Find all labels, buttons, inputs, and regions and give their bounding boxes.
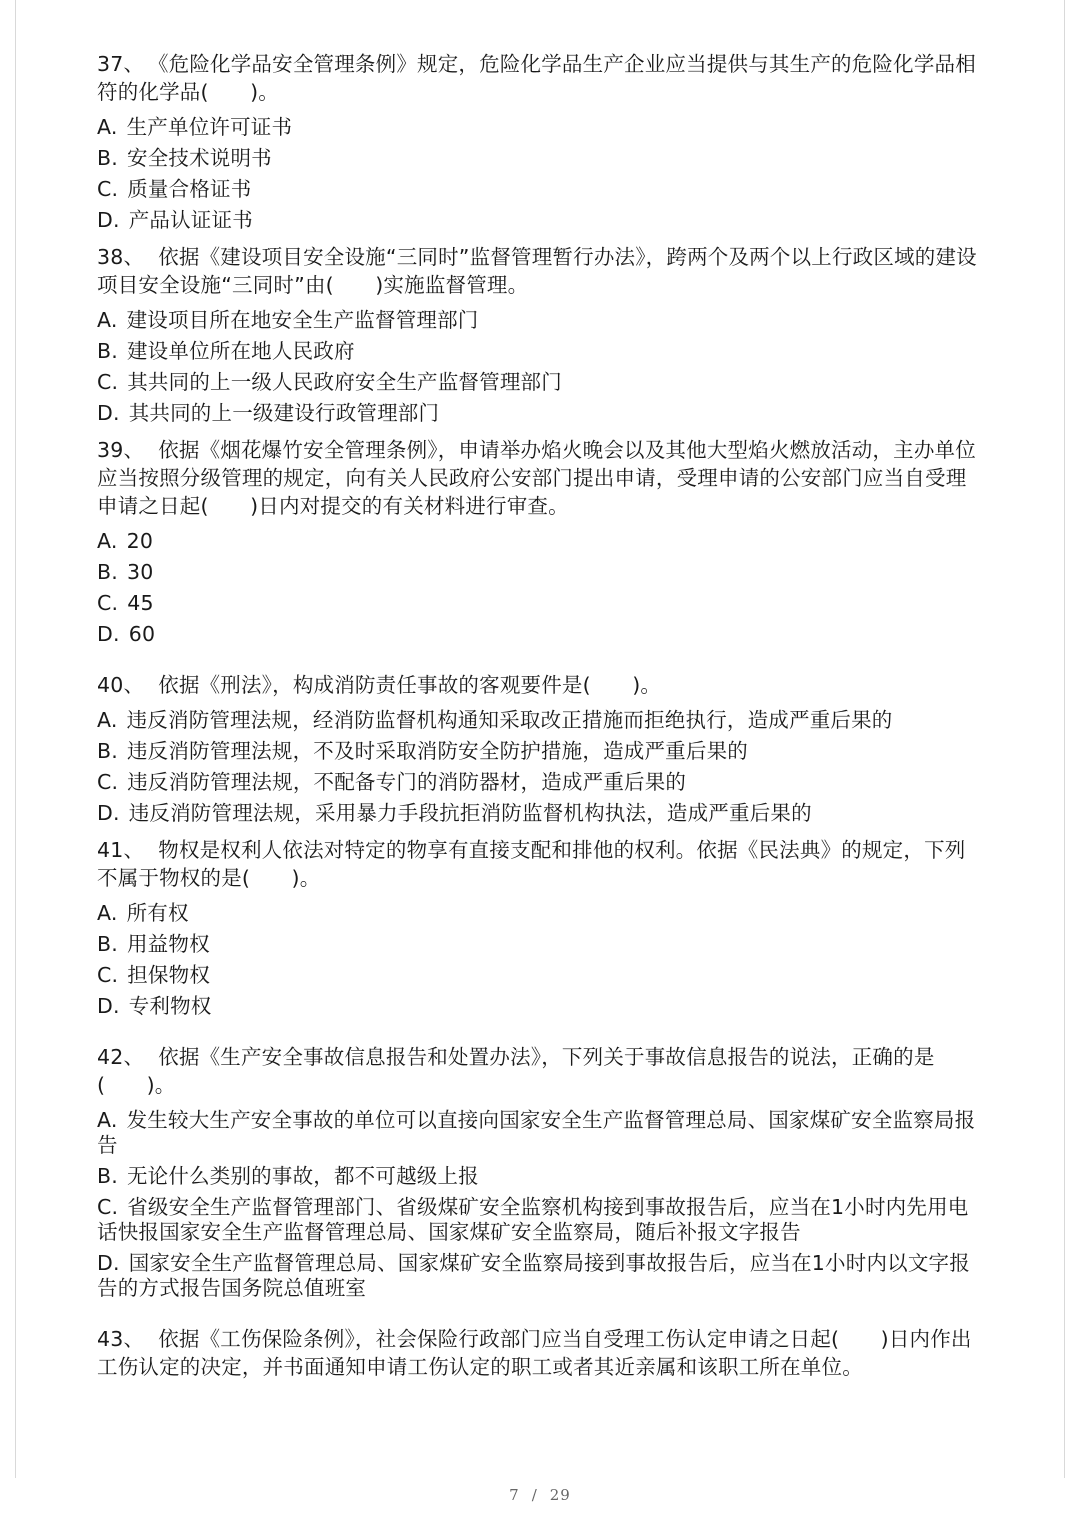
question-text: 依据《生产安全事故信息报告和处置办法》，下列关于事故信息报告的说法，正确的是( )。 — [97, 1045, 935, 1097]
question-39 — [97, 436, 979, 671]
question-37 — [97, 50, 979, 243]
total-pages: 29 — [549, 1486, 571, 1504]
option-text: 国家安全生产监督管理总局、国家煤矿安全监察局接到事故报告后，应当在1小时内以文字报告的方式报告国务院总值班室 — [97, 1251, 970, 1300]
question-text: 依据《建设项目安全设施“三同时”监督管理暂行办法》，跨两个及两个以上行政区域的建设项目安全设施“三同时”由( )实施监督管理。 — [97, 245, 977, 297]
question-text: 依据《刑法》，构成消防责任事故的客观要件是( )。 — [158, 673, 662, 697]
option-text: 产品认证证书 — [128, 208, 253, 232]
question-number: 38、 — [97, 245, 145, 269]
option-b — [97, 143, 979, 174]
option-b — [97, 929, 979, 960]
question-number: 40、 — [97, 673, 145, 697]
option-list — [97, 898, 979, 1043]
option-text: 45 — [127, 591, 154, 615]
option-c — [97, 588, 979, 619]
option-text: 违反消防管理法规，不配备专门的消防器材，造成严重后果的 — [127, 770, 687, 794]
option-text: 用益物权 — [126, 932, 210, 956]
option-letter: B. — [97, 1164, 118, 1188]
question-number: 39、 — [97, 438, 145, 462]
question-38 — [97, 243, 979, 436]
option-list — [97, 1105, 979, 1325]
option-letter: C. — [97, 770, 119, 794]
option-text: 违反消防管理法规，采用暴力手段抗拒消防监督机构执法，造成严重后果的 — [128, 801, 812, 825]
page-left-edge — [15, 0, 16, 1478]
option-letter: D. — [97, 1251, 120, 1275]
question-stem — [97, 243, 979, 299]
option-list — [97, 526, 979, 671]
question-number: 37、 — [97, 52, 145, 76]
option-list — [97, 705, 979, 836]
option-letter: B. — [97, 339, 118, 363]
option-letter: B. — [97, 739, 118, 763]
question-stem — [97, 1043, 979, 1099]
option-list — [97, 305, 979, 436]
option-a — [97, 112, 979, 143]
option-c — [97, 174, 979, 205]
option-letter: A. — [97, 1108, 118, 1132]
option-letter: C. — [97, 370, 119, 394]
current-page: 7 — [509, 1486, 520, 1504]
option-text: 无论什么类别的事故，都不可越级上报 — [126, 1164, 479, 1188]
option-c — [97, 367, 979, 398]
option-text: 其共同的上一级人民政府安全生产监督管理部门 — [127, 370, 562, 394]
option-a — [97, 705, 979, 736]
question-stem — [97, 836, 979, 892]
option-letter: B. — [97, 146, 118, 170]
option-text: 违反消防管理法规，不及时采取消防安全防护措施，造成严重后果的 — [126, 739, 748, 763]
option-letter: A. — [97, 529, 118, 553]
option-c — [97, 767, 979, 798]
question-text: 物权是权利人依法对特定的物享有直接支配和排他的权利。依据《民法典》的规定，下列不属于物权的是( )。 — [97, 838, 966, 890]
option-text: 30 — [126, 560, 154, 584]
option-d — [97, 1248, 979, 1325]
option-letter: C. — [97, 963, 119, 987]
option-text: 省级安全生产监督管理部门、省级煤矿安全监察机构接到事故报告后，应当在1小时内先用电话快报国家安全生产监督管理总局、国家煤矿安全监察局，随后补报文字报告 — [97, 1195, 969, 1244]
question-list — [97, 50, 979, 1387]
option-a — [97, 526, 979, 557]
option-text: 生产单位许可证书 — [126, 115, 293, 139]
question-41 — [97, 836, 979, 1043]
question-text: 依据《工伤保险条例》，社会保险行政部门应当自受理工伤认定申请之日起( )日内作出工伤认定的决定，并书面通知申请工伤认定的职工或者其近亲属和该职工所在单位。 — [97, 1327, 972, 1379]
option-letter: B. — [97, 560, 118, 584]
option-letter: C. — [97, 1195, 119, 1219]
option-b — [97, 336, 979, 367]
option-letter: C. — [97, 591, 119, 615]
option-text: 安全技术说明书 — [126, 146, 272, 170]
option-letter: D. — [97, 208, 120, 232]
question-42 — [97, 1043, 979, 1325]
option-d — [97, 619, 979, 671]
question-stem — [97, 436, 979, 520]
option-b — [97, 1161, 979, 1192]
option-text: 20 — [126, 529, 154, 553]
option-list — [97, 112, 979, 243]
option-letter: D. — [97, 401, 120, 425]
option-a — [97, 305, 979, 336]
option-d — [97, 991, 979, 1043]
option-letter: D. — [97, 994, 120, 1018]
option-letter: A. — [97, 901, 118, 925]
question-number: 42、 — [97, 1045, 145, 1069]
option-letter: A. — [97, 308, 118, 332]
option-letter: D. — [97, 622, 120, 646]
option-text: 专利物权 — [128, 994, 212, 1018]
page-number — [0, 1486, 1080, 1504]
question-stem — [97, 671, 979, 699]
option-letter: D. — [97, 801, 120, 825]
question-text: 依据《烟花爆竹安全管理条例》，申请举办焰火晚会以及其他大型焰火燃放活动，主办单位应当按照分级管理的规定，向有关人民政府公安部门提出申请，受理申请的公安部门应当自受理申请之日起( )日内对提交的有关材料进行审查。 — [97, 438, 976, 518]
option-a — [97, 1105, 979, 1161]
option-d — [97, 398, 979, 436]
question-stem — [97, 1325, 979, 1381]
option-letter: A. — [97, 115, 118, 139]
question-text: 《危险化学品安全管理条例》规定，危险化学品生产企业应当提供与其生产的危险化学品相符的化学品( )。 — [97, 52, 976, 104]
option-text: 建设单位所在地人民政府 — [126, 339, 355, 363]
question-stem — [97, 50, 979, 106]
option-b — [97, 557, 979, 588]
option-d — [97, 205, 979, 243]
option-text: 担保物权 — [127, 963, 211, 987]
option-text: 60 — [128, 622, 156, 646]
option-text: 其共同的上一级建设行政管理部门 — [128, 401, 440, 425]
question-40 — [97, 671, 979, 836]
question-number: 41、 — [97, 838, 145, 862]
question-43 — [97, 1325, 979, 1381]
option-b — [97, 736, 979, 767]
option-text: 建设项目所在地安全生产监督管理部门 — [126, 308, 479, 332]
option-c — [97, 960, 979, 991]
option-letter: A. — [97, 708, 118, 732]
page-separator: / — [531, 1486, 538, 1504]
option-text: 发生较大生产安全事故的单位可以直接向国家安全生产监督管理总局、国家煤矿安全监察局报告 — [97, 1108, 976, 1157]
question-number: 43、 — [97, 1327, 145, 1351]
option-a — [97, 898, 979, 929]
option-letter: B. — [97, 932, 118, 956]
option-text: 质量合格证书 — [127, 177, 252, 201]
option-c — [97, 1192, 979, 1248]
page-right-edge — [1064, 0, 1065, 1478]
option-text: 所有权 — [126, 901, 189, 925]
option-d — [97, 798, 979, 836]
option-text: 违反消防管理法规，经消防监督机构通知采取改正措施而拒绝执行，造成严重后果的 — [126, 708, 893, 732]
option-letter: C. — [97, 177, 119, 201]
